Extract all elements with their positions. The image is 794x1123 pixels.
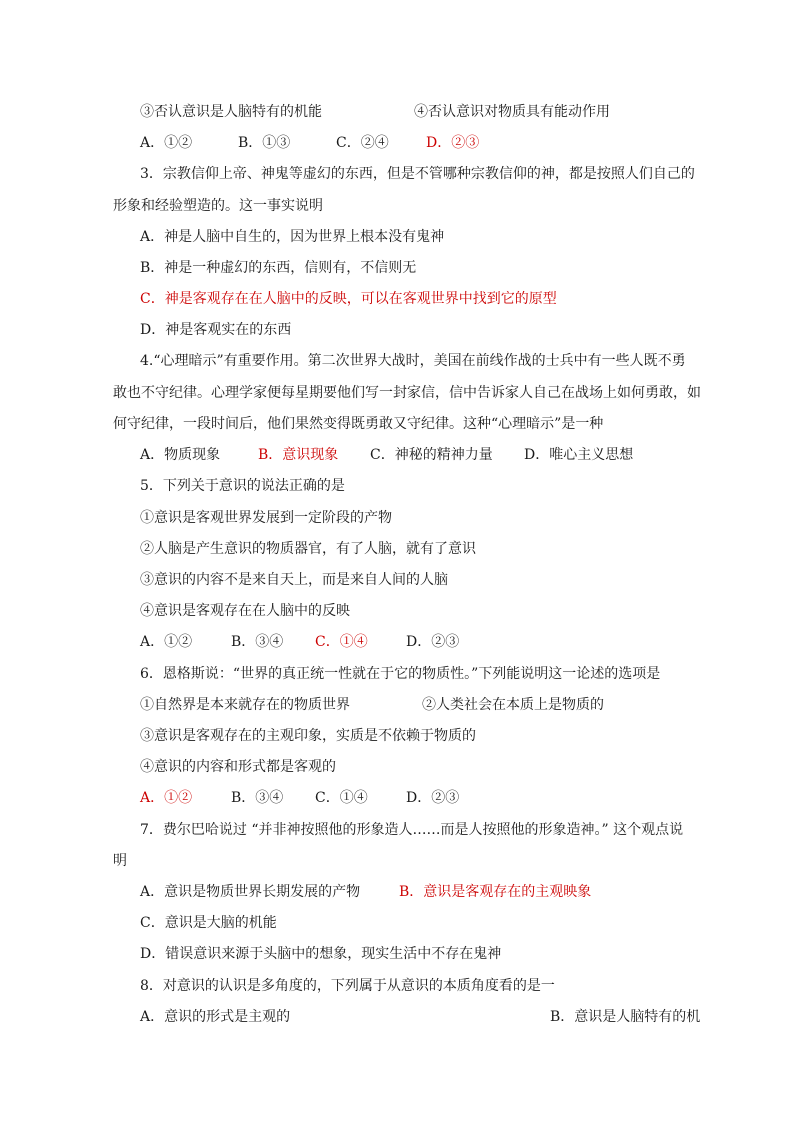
q2-option-b: B．①③ — [238, 135, 291, 151]
q5-statement-2: ②人脑是产生意识的物质器官，有了人脑，就有了意识 — [140, 541, 476, 557]
q8-stem: 8．对意识的认识是多角度的，下列属于从意识的本质角度看的是一 — [140, 978, 555, 994]
q2-option-a: A．①② — [140, 135, 193, 151]
q8-option-a: A．意识的形式是主观的 — [140, 1009, 291, 1025]
q2-option-c: C．②④ — [336, 135, 389, 151]
q4-stem-line-2: 敢也不守纪律。心理学家便每星期要他们写一封家信，信中告诉家人自己在战场上如何勇敢，如 — [113, 385, 701, 401]
q4-option-c: C．神秘的精神力量 — [370, 447, 493, 463]
q5-statement-3: ③意识的内容不是来自天上，而是来自人间的人脑 — [140, 572, 448, 588]
q4-stem-line-3: 何守纪律，一段时间后，他们果然变得既勇敢又守纪律。这种“心理暗示”是一种 — [113, 416, 604, 432]
q6-stem: 6．恩格斯说：“世界的真正统一性就在于它的物质性。”下列能说明这一论述的选项是 — [140, 666, 661, 682]
q5-option-a: A．①② — [140, 634, 193, 650]
q7-option-a: A．意识是物质世界长期发展的产物 — [140, 884, 361, 900]
q6-statement-1: ①自然界是本来就存在的物质世界 — [140, 697, 350, 713]
q3-option-b: B．神是一种虚幻的东西，信则有，不信则无 — [140, 260, 417, 276]
q6-statement-2: ②人类社会在本质上是物质的 — [422, 697, 604, 713]
q7-option-d: D．错误意识来源于头脑中的想象，现实生活中不存在鬼神 — [140, 946, 502, 962]
q3-option-a: A．神是人脑中自生的，因为世界上根本没有鬼神 — [140, 229, 445, 245]
q7-stem-line-2: 明 — [113, 853, 127, 869]
q4-option-b: B．意识现象 — [258, 447, 339, 463]
q5-option-c: C．①④ — [315, 634, 368, 650]
q2-statement-3: ③否认意识是人脑特有的机能 — [140, 104, 322, 120]
q6-option-c: C．①④ — [315, 790, 368, 806]
q3-stem-line-2: 形象和经验塑造的。这一事实说明 — [113, 198, 323, 214]
q2-statement-4: ④否认意识对物质具有能动作用 — [414, 104, 610, 120]
q6-option-b: B．③④ — [231, 790, 284, 806]
q3-option-d: D．神是客观实在的东西 — [140, 322, 292, 338]
q3-option-c: C．神是客观存在在人脑中的反映，可以在客观世界中找到它的原型 — [140, 291, 557, 307]
q5-stem: 5．下列关于意识的说法正确的是 — [140, 478, 345, 494]
q8-option-b: B．意识是人脑特有的机 — [550, 1009, 701, 1025]
q4-option-d: D．唯心主义思想 — [524, 447, 634, 463]
q8-options — [140, 1007, 700, 1087]
q6-statement-4: ④意识的内容和形式都是客观的 — [140, 759, 336, 775]
q7-stem-line-1: 7．费尔巴哈说过 “并非神按照他的形象造人……而是人按照他的形象造神。” 这个观点说 — [140, 822, 684, 838]
q4-stem-line-1: 4.“心理暗示”有重要作用。第二次世界大战时，美国在前线作战的士兵中有一些人既不勇 — [140, 353, 686, 369]
q6-option-a: A．①② — [140, 790, 193, 806]
q2-option-d: D．②③ — [426, 135, 480, 151]
q3-stem-line-1: 3．宗教信仰上帝、神鬼等虚幻的东西，但是不管哪种宗教信仰的神，都是按照人们自己的 — [140, 166, 695, 182]
q5-statement-4: ④意识是客观存在在人脑中的反映 — [140, 603, 350, 619]
q4-option-a: A．物质现象 — [140, 447, 221, 463]
q5-option-d: D．②③ — [406, 634, 460, 650]
q6-option-d: D．②③ — [406, 790, 460, 806]
q7-option-b: B．意识是客观存在的主观映象 — [399, 884, 592, 900]
q5-statement-1: ①意识是客观世界发展到一定阶段的产物 — [140, 510, 392, 526]
q6-statement-3: ③意识是客观存在的主观印象，实质是不依赖于物质的 — [140, 728, 476, 744]
q7-option-c: C．意识是大脑的机能 — [140, 915, 277, 931]
q5-option-b: B．③④ — [231, 634, 284, 650]
